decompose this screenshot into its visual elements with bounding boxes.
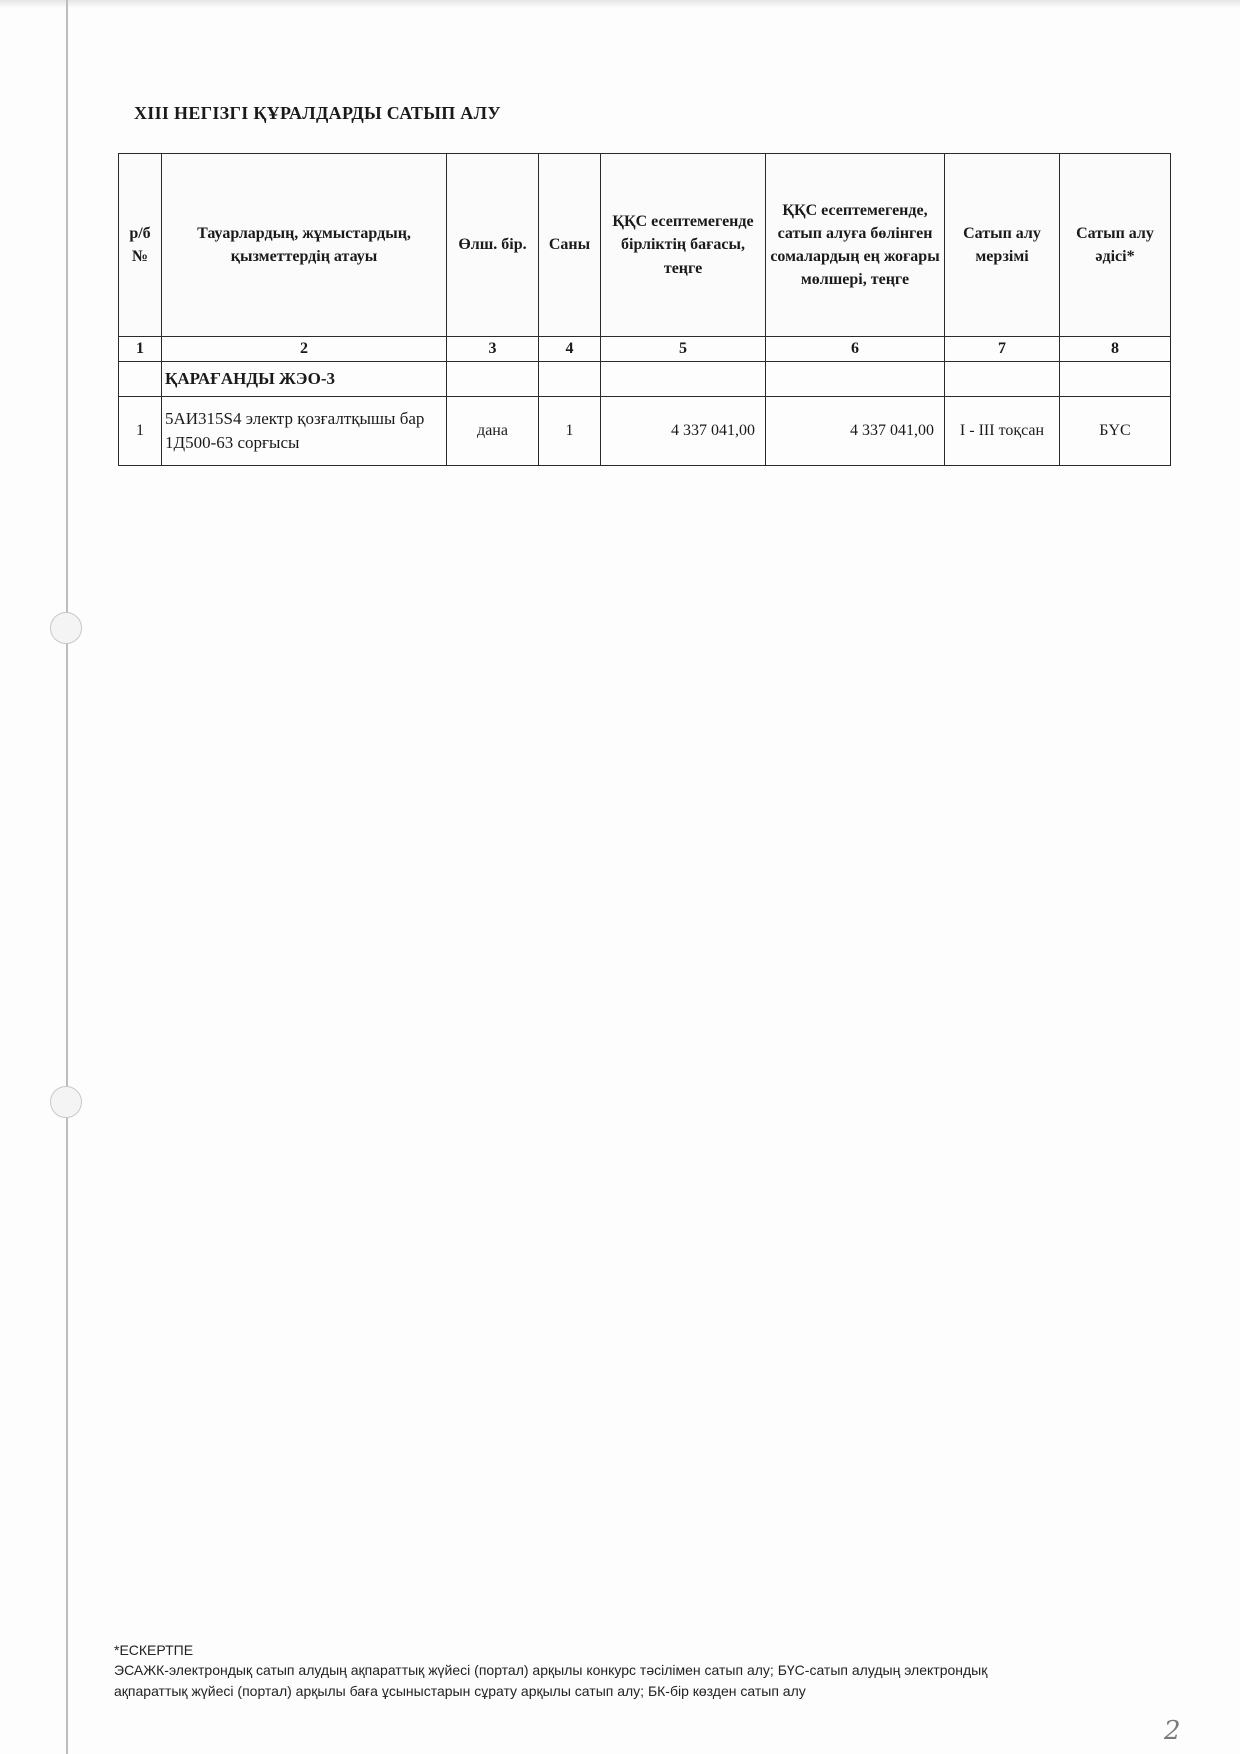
column-number: 3: [447, 337, 539, 362]
header-quantity: Саны: [539, 154, 601, 337]
footnote: [114, 1640, 1114, 1701]
column-number: 5: [601, 337, 766, 362]
column-number: 7: [945, 337, 1060, 362]
scan-top-edge: [0, 0, 1240, 8]
group-row: [119, 362, 1171, 397]
column-number: 6: [766, 337, 945, 362]
section-title: XIII НЕГІЗГІ ҚҰРАЛДАРДЫ САТЫП АЛУ: [134, 103, 501, 123]
empty-cell: [539, 362, 601, 397]
table-row: [119, 397, 1171, 466]
item-unit: дана: [447, 397, 539, 466]
punch-hole-upper: [50, 612, 82, 644]
item-period: I - III тоқсан: [945, 397, 1060, 466]
header-row: [119, 154, 1171, 337]
group-name: ҚАРАҒАНДЫ ЖЭО-3: [162, 362, 447, 397]
row-number: 1: [119, 397, 162, 466]
footnote-line: ЭСАЖК-электрондық сатып алудың ақпараттық жүйесі (портал) арқылы конкурс тәсілімен сатып алу; БҮС-сатып алудың электрондық: [114, 1662, 988, 1679]
header-max-amount: ҚҚС есептемегенде, сатып алуға бөлінген сомалардың ең жоғары мөлшері, теңге: [766, 154, 945, 337]
header-row-number: р/б №: [119, 154, 162, 337]
column-number: 1: [119, 337, 162, 362]
punch-hole-lower: [50, 1086, 82, 1118]
empty-cell: [601, 362, 766, 397]
column-number-row: [119, 337, 1171, 362]
binding-margin-line: [66, 0, 68, 1754]
header-method: Сатып алу әдісі*: [1060, 154, 1171, 337]
column-number: 8: [1060, 337, 1171, 362]
empty-cell: [119, 362, 162, 397]
header-unit-price: ҚҚС есептемегенде бірліктің бағасы, теңге: [601, 154, 766, 337]
item-max-amount: 4 337 041,00: [766, 397, 945, 466]
empty-cell: [447, 362, 539, 397]
header-item-name: Тауарлардың, жұмыстардың, қызметтердің атауы: [162, 154, 447, 337]
footnote-line: ақпараттық жүйесі (портал) арқылы баға ұсыныстарын сұрату арқылы сатып алу; БК-бір көзден сатып алу: [114, 1682, 806, 1699]
column-number: 2: [162, 337, 447, 362]
item-unit-price: 4 337 041,00: [601, 397, 766, 466]
header-unit: Өлш. бір.: [447, 154, 539, 337]
header-period: Сатып алу мерзімі: [945, 154, 1060, 337]
procurement-table: [118, 153, 1171, 466]
empty-cell: [766, 362, 945, 397]
item-name: 5АИ315S4 электр қозғалтқышы бар 1Д500-63 сорғысы: [162, 397, 447, 466]
footnote-title: *ЕСКЕРТПЕ: [114, 1642, 194, 1658]
item-quantity: 1: [539, 397, 601, 466]
item-method: БҮС: [1060, 397, 1171, 466]
column-number: 4: [539, 337, 601, 362]
empty-cell: [945, 362, 1060, 397]
empty-cell: [1060, 362, 1171, 397]
page-number: 2: [1164, 1716, 1181, 1746]
